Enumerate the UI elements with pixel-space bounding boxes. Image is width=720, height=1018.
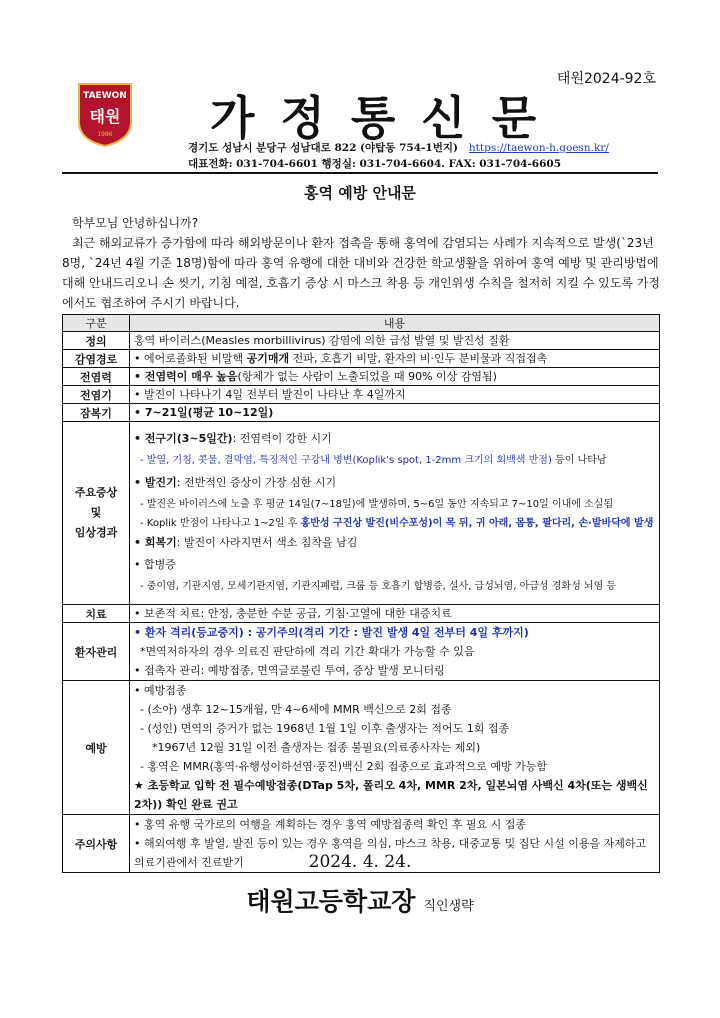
school-url-link[interactable]: https://taewon-h.goesn.kr/: [468, 142, 609, 154]
principal-signature: [0, 882, 720, 918]
info-table: [62, 314, 660, 873]
label-incubation: 잠복기: [63, 404, 130, 422]
label-infectivity: 전염력: [63, 368, 130, 386]
document-title: 홍역 예방 안내문: [304, 184, 416, 202]
intro-paragraph: [62, 213, 660, 313]
label-prevention: 예방: [63, 681, 130, 815]
value-contagious: • 발진이 나타나기 4일 전부터 발진이 나타난 후 4일까지: [130, 386, 660, 404]
row-patient: [63, 623, 660, 681]
logo-year: 1986: [97, 131, 113, 138]
label-treatment: 치료: [63, 605, 130, 623]
value-symptoms: • 전구기(3~5일간): 전염력이 강한 시기 - 발열, 기침, 콧물, 결막염, 특징적인 구강내 병변(Koplik's spot, 1-2mm 크기의 회백색 반점) 등이 나타남 • 발진기: 전반적인 증상이 가장 심한 시기 - 발진은 바이러스에 노출 후 평균 14일(7~18일)에 발생하며, 5~6일 동안 지속되고 7~10일 이내에 소실됨 - Koplik 반점이 나타나고 1~2일 후 홍반성 구진상 발진(비수포성)이 목 뒤, 귀 아래, 몸통, 팔다리, 손·발바닥에 발생 • 회복기: 발진이 사라지면서 색소 침착을 남김 • 합병증 - 중이염, 기관지염, 모세기관지염, 기관지폐렴, 크룹 등 호흡기 합병증, 설사, 급성뇌염, 아급성 경화성 뇌염 등: [130, 422, 660, 605]
value-patient: • 환자 격리(등교중지) : 공기주의(격리 기간 : 발진 발생 4일 전부터 4일 후까지) *면역저하자의 경우 의료진 판단하에 격리 기간 확대가 가능할 수 있음 • 접촉자 관리: 예방접종, 면역글로불린 투여, 증상 발생 모니터링: [130, 623, 660, 681]
value-incubation: • 7~21일(평균 10~12일): [130, 404, 660, 422]
principal-name: 태원고등학교장: [246, 887, 416, 916]
contact-numbers: 대표전화: 031-704-6601 행정실: 031-704-6604. FAX: 031-704-6605: [188, 158, 562, 170]
row-incubation: [63, 404, 660, 422]
issue-date: 2024. 4. 24.: [308, 852, 412, 872]
address-text: 경기도 성남시 분당구 성남대로 822 (야탑동 754-1번지): [188, 142, 458, 154]
value-definition: 홍역 바이러스(Measles morbillivirus) 감염에 의한 급성 발열 및 발진성 질환: [130, 332, 660, 350]
row-infectivity: [63, 368, 660, 386]
row-definition: [63, 332, 660, 350]
school-logo: [75, 82, 135, 152]
seal-note: 직인생략: [423, 899, 474, 914]
value-treatment: • 보존적 치료: 안정, 충분한 수분 공급, 기침·고열에 대한 대증치료: [130, 605, 660, 623]
row-contagious: [63, 386, 660, 404]
value-caution: • 홍역 유행 국가로의 여행을 계획하는 경우 홍역 예방접종력 확인 후 필요 시 접종 • 해외여행 후 발열, 발진 등이 있는 경우 홍역을 의심, 마스크 착용, 대중교통 및 집단 시설 이용을 자제하고 의료기관에서 진료받기: [130, 815, 660, 873]
row-symptoms: [63, 422, 660, 605]
newsletter-title: 가정통신문: [210, 91, 563, 145]
row-treatment: [63, 605, 660, 623]
logo-main-text: 태원: [89, 107, 121, 126]
value-infectivity: • 전염력이 매우 높음(항체가 없는 사람이 노출되었을 때 90% 이상 감염됨): [130, 368, 660, 386]
greeting: 학부모님 안녕하십니까?: [72, 216, 199, 230]
label-symptoms: 주요증상 및 임상경과: [63, 422, 130, 605]
table-header-row: [63, 315, 660, 332]
value-prevention: • 예방접종 - (소아) 생후 12~15개월, 만 4~6세에 MMR 백신으로 2회 접종 - (성인) 면역의 증거가 없는 1968년 1월 1일 이후 출생자는 적어도 1회 접종 *1967년 12월 31일 이전 출생자는 접종 불필요(의료종사자는 제외) - 홍역은 MMR(홍역·유행성이하선염·풍진)백신 2회 접종으로 효과적으로 예방 가능함 ★ 초등학교 입학 전 필수예방접종(DTap 5차, 폴리오 4차, MMR 2차, 일본뇌염 사백신 4차(또는 생백신 2차)) 확인 완료 권고: [130, 681, 660, 815]
col-header-category: 구분: [63, 315, 130, 332]
intro-body: 최근 해외교류가 증가함에 따라 해외방문이나 환자 접촉을 통해 홍역에 감염되는 사례가 지속적으로 발생(`23년 8명, `24년 4월 기준 18명)함에 따라 홍역 유행에 대한 대비와 건강한 학교생활을 위하여 홍역 예방 및 관리방법에 대해 안내드리오니 손 씻기, 기침 예절, 호흡기 증상 시 마스크 착용 등 개인위생 수칙을 철저히 지킬 수 있도록 가정에서도 협조하여 주시기 바랍니다.: [62, 236, 660, 310]
value-route: • 에어로졸화된 비말핵 공기매개 전파, 호흡기 비말, 환자의 비·인두 분비물과 직접접촉: [130, 350, 660, 368]
issue-number: 태원2024-92호: [556, 71, 656, 87]
label-contagious: 전염기: [63, 386, 130, 404]
row-route: [63, 350, 660, 368]
label-patient: 환자관리: [63, 623, 130, 681]
label-caution: 주의사항: [63, 815, 130, 873]
logo-top-text: TAEWON: [83, 91, 127, 101]
label-route: 감염경로: [63, 350, 130, 368]
label-definition: 정의: [63, 332, 130, 350]
col-header-content: 내용: [130, 315, 660, 332]
school-address: [188, 140, 609, 155]
row-prevention: [63, 681, 660, 815]
header-divider: [62, 172, 658, 174]
